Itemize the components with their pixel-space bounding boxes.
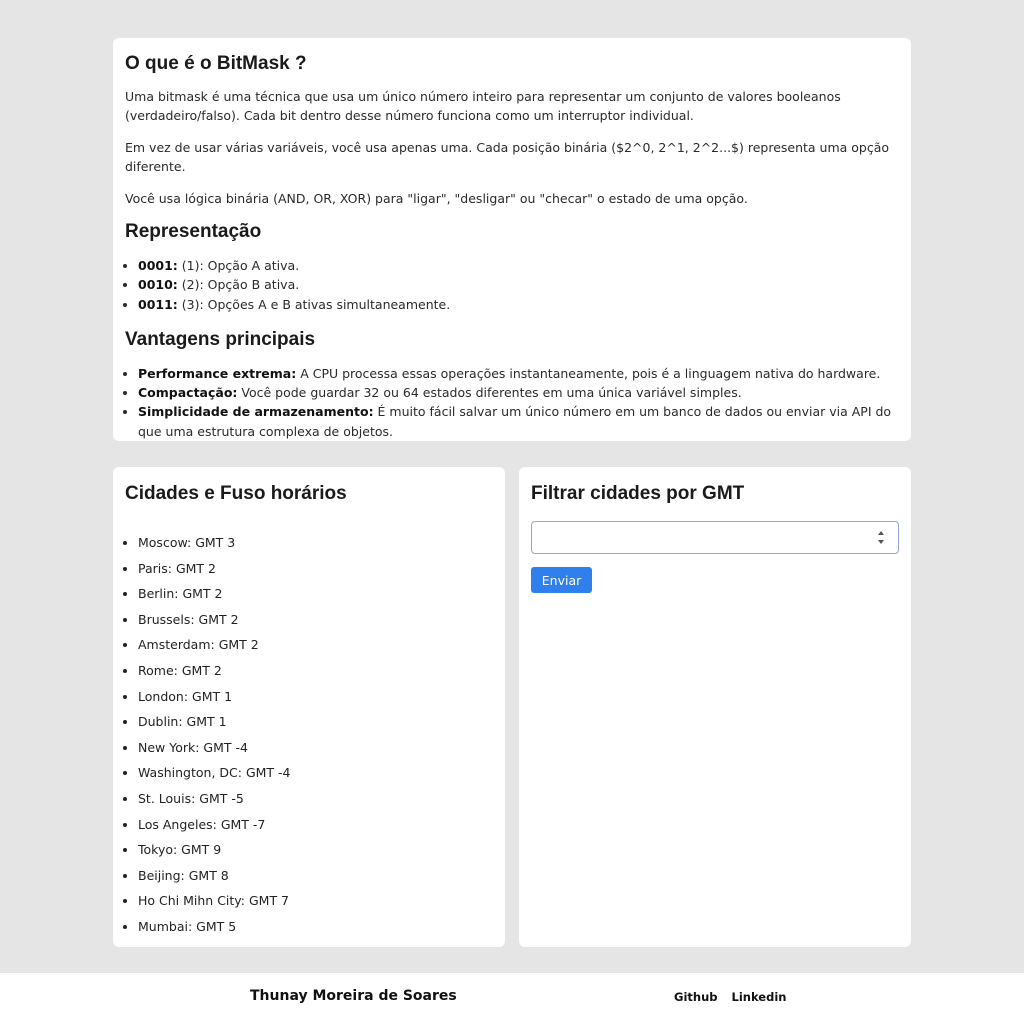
city-item: • Ho Chi Mihn City: GMT 7: [138, 893, 493, 919]
list-item: [138, 275, 899, 294]
intro-title: O que é o BitMask ?: [125, 53, 307, 74]
filter-card: [519, 467, 911, 947]
city-item: • New York: GMT -4: [138, 740, 493, 766]
footer: [0, 973, 1024, 1021]
advantages-title: Vantagens principais: [125, 328, 316, 350]
list-item-text: (1): Opção A ativa.: [177, 258, 300, 273]
list-item-text: É muito fácil salvar um único número em um banco de dados ou enviar via API do que uma estrutura complexa de objetos.: [138, 404, 892, 439]
city-item: • Paris: GMT 2: [138, 561, 493, 587]
number-spinner[interactable]: [878, 530, 886, 546]
list-item-text: (2): Opção B ativa.: [177, 277, 300, 293]
advantages-list: [125, 364, 899, 441]
gmt-input-field[interactable]: [538, 523, 872, 554]
list-item-key: Compactação:: [138, 385, 238, 401]
linkedin-link[interactable]: Linkedin: [731, 990, 787, 1004]
list-item: [138, 364, 899, 383]
city-list: [125, 535, 493, 945]
list-item: [138, 383, 899, 402]
cities-title: Cidades e Fuso horários: [125, 483, 347, 504]
intro-paragraph: Em vez de usar várias variáveis, você usa apenas uma. Cada posição binária ($2^0, 2^1, 2^2...$) representa uma opção diferente.: [125, 140, 890, 174]
spinner-down-icon[interactable]: [878, 540, 884, 544]
intro-paragraph: Uma bitmask é uma técnica que usa um único número inteiro para representar um conjunto de valores booleanos (verdadeiro/falso). Cada bit dentro desse número funciona como um interruptor individual.: [125, 89, 841, 123]
city-item: • Tokyo: GMT 9: [138, 842, 493, 868]
list-item: [138, 402, 899, 441]
list-item-text: A CPU processa essas operações instantaneamente, pois é a linguagem nativa do hardware.: [296, 365, 881, 381]
city-item: • Brussels: GMT 2: [138, 612, 493, 638]
github-link[interactable]: Github: [674, 990, 718, 1004]
city-item: • Los Angeles: GMT -7: [138, 817, 493, 843]
city-item: • Berlin: GMT 2: [138, 586, 493, 612]
list-item-key: Performance extrema:: [138, 365, 297, 381]
intro-paragraph: Você usa lógica binária (AND, OR, XOR) para "ligar", "desligar" ou "checar" o estado de uma opção.: [125, 191, 748, 206]
city-item: • Dublin: GMT 1: [138, 714, 493, 740]
list-item: [138, 295, 899, 314]
list-item-key: 0001:: [138, 258, 178, 273]
list-item-key: 0011:: [138, 296, 178, 312]
cities-card: [113, 467, 505, 947]
representation-title: Representação: [125, 221, 262, 242]
list-item-text: (3): Opções A e B ativas simultaneamente.: [177, 296, 451, 312]
footer-author-name: Thunay Moreira de Soares: [250, 988, 457, 1004]
intro-card: [113, 38, 911, 441]
submit-button[interactable]: Enviar: [531, 567, 592, 593]
list-item-text: Você pode guardar 32 ou 64 estados diferentes em uma única variável simples.: [237, 385, 742, 401]
filter-title: Filtrar cidades por GMT: [531, 483, 745, 504]
city-item: • Moscow: GMT 3: [138, 535, 493, 561]
city-item: • St. Louis: GMT -5: [138, 791, 493, 817]
city-item: • London: GMT 1: [138, 689, 493, 715]
list-item-key: Simplicidade de armazenamento:: [138, 404, 374, 420]
gmt-number-input[interactable]: [531, 521, 899, 554]
footer-links: [674, 990, 796, 1004]
city-item: • Washington, DC: GMT -4: [138, 765, 493, 791]
spinner-up-icon[interactable]: [878, 531, 884, 535]
list-item-key: 0010:: [138, 277, 178, 293]
city-item: • Rome: GMT 2: [138, 663, 493, 689]
city-item: • Beijing: GMT 8: [138, 868, 493, 894]
list-item: [138, 256, 899, 275]
representation-list: [125, 256, 899, 314]
city-item: • Amsterdam: GMT 2: [138, 637, 493, 663]
city-item: • Mumbai: GMT 5: [138, 919, 493, 945]
